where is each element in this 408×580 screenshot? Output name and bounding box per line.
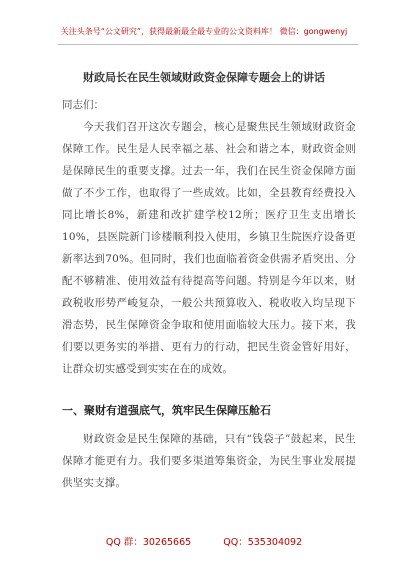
document-title: 财政局长在民生领域财政资金保障专题会上的讲话 bbox=[83, 71, 325, 84]
footer-qq-group: QQ 群：30265665 bbox=[105, 537, 192, 548]
salutation: 同志们： bbox=[62, 99, 104, 111]
footer-qq: QQ：535304092 bbox=[223, 537, 303, 548]
header-divider bbox=[58, 44, 358, 45]
section-heading: 一、聚财有道强底气，筑牢民生保障压舱石 bbox=[62, 404, 271, 417]
body-paragraph: 今天我们召开这次专题会，核心是聚焦民生领域财政资金保障工作。民生是人民幸福之基、社会和谐之本，财政资金则是保障民生的重要支撑。过去一年，我们在民生资金保障方面做了不少工作，也取得了一些成效。比如，全县教育经费投入同比增长8%，新建和改扩建学校12所；医疗卫生支出增长10%，县医院新门诊楼顺利投入使用，乡镇卫生院医疗设备更新率达到70%。但同时，我们也面临着资金供需矛盾突出、分配不够精准、使用效益有待提高等问题。特别是今年以来，财政税收形势严峻复杂，一般公共预算收入、税收收入均呈现下滑态势，民生保障资金争取和使用面临较大压力。接下来，我们要以更务实的举措、更有力的行动，把民生资金管好用好，让群众切实感受到实实在在的成效。 bbox=[62, 121, 356, 375]
promo-banner: 关注头条号“公文研究”，获得最新最全最专业的公文资料库！ 微信：gongwenyj bbox=[60, 27, 348, 36]
footer-contact bbox=[0, 534, 408, 548]
section-paragraph: 财政资金是民生保障的基础，只有“钱袋子”鼓起来，民生保障才能更有力。我们要多渠道筹集资金，为民生事业发展提供坚实支撑。 bbox=[62, 433, 356, 489]
